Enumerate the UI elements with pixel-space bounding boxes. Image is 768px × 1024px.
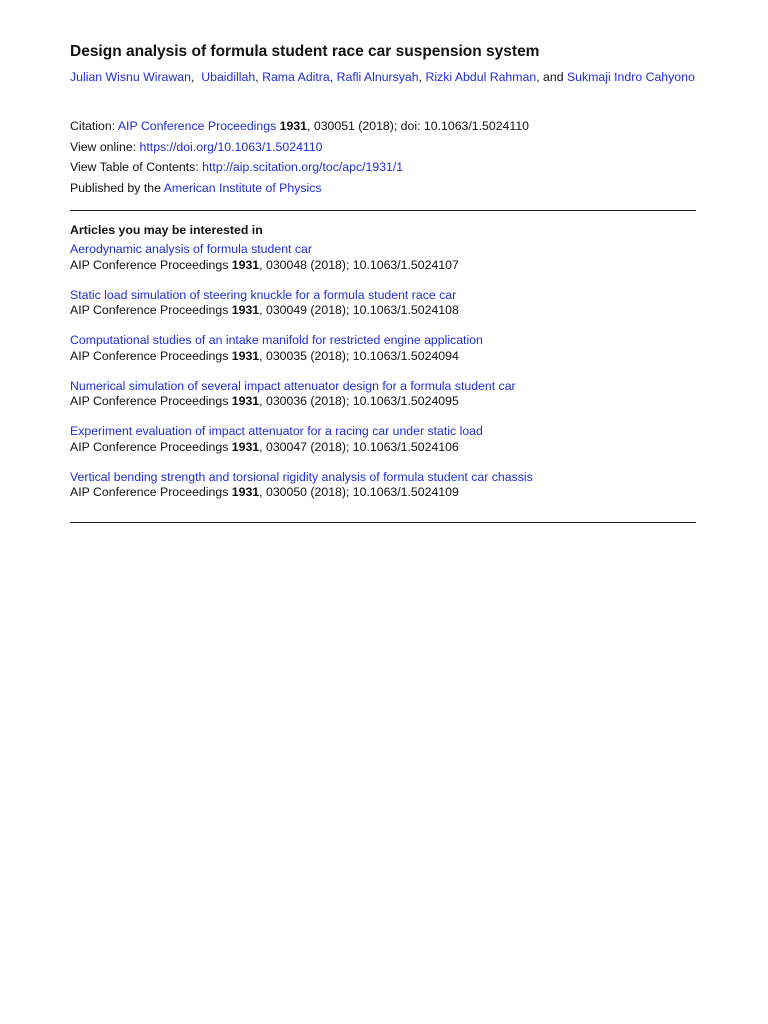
- journal-link[interactable]: AIP Conference Proceedings: [117, 119, 277, 133]
- related-article-title-link[interactable]: Aerodynamic analysis of formula student car: [70, 242, 312, 256]
- author-separator: , and: [536, 70, 567, 84]
- related-article-title-link[interactable]: Numerical simulation of several impact attenuator design for a formula student car: [70, 378, 516, 393]
- related-article-title-link[interactable]: Experiment evaluation of impact attenuator for a racing car under static load: [70, 424, 483, 438]
- reference-journal: AIP Conference Proceedings: [70, 303, 232, 317]
- related-article-title-link[interactable]: Static load simulation of steering knuckle for a formula student race car: [70, 287, 457, 302]
- reference-journal: AIP Conference Proceedings: [70, 439, 232, 454]
- paper-title: Design analysis of formula student race car suspension system: [70, 43, 540, 60]
- reference-volume: 1931: [231, 348, 260, 363]
- publisher-line: [70, 178, 696, 199]
- reference-volume: 1931: [231, 257, 260, 272]
- volume-number: 1931: [279, 119, 308, 133]
- doi-link[interactable]: https://doi.org/10.1063/1.5024110: [139, 139, 323, 154]
- reference-journal: AIP Conference Proceedings: [70, 257, 232, 272]
- reference-journal: AIP Conference Proceedings: [70, 485, 232, 499]
- citation-label: Citation:: [70, 119, 118, 133]
- reference-details: , 030036 (2018); 10.1063/1.5024095: [259, 394, 459, 408]
- related-article-reference: [70, 349, 696, 365]
- related-article-reference: [70, 485, 696, 501]
- reference-details: , 030035 (2018); 10.1063/1.5024094: [259, 348, 459, 363]
- related-article-reference: [70, 440, 696, 456]
- author-link[interactable]: Ubaidillah: [201, 70, 256, 84]
- related-articles-list: [70, 242, 696, 501]
- author-list: [70, 70, 696, 84]
- reference-journal: AIP Conference Proceedings: [70, 348, 232, 363]
- top-divider: [70, 210, 696, 211]
- publisher-label: Published by the: [70, 180, 164, 195]
- related-articles-heading: Articles you may be interested in: [70, 223, 263, 237]
- toc-label: View Table of Contents:: [70, 160, 203, 174]
- view-online-label: View online:: [70, 139, 140, 154]
- citation-block: [70, 116, 696, 198]
- view-online-line: [70, 137, 696, 158]
- toc-link[interactable]: http://aip.scitation.org/toc/apc/1931/1: [202, 160, 404, 174]
- toc-line: [70, 157, 696, 178]
- publisher-link[interactable]: American Institute of Physics: [163, 180, 322, 195]
- author-link[interactable]: Rama Aditra: [262, 70, 330, 84]
- related-article-item: [70, 379, 696, 410]
- reference-details: , 030048 (2018); 10.1063/1.5024107: [259, 257, 459, 272]
- related-article-item: [70, 333, 696, 364]
- related-article-item: [70, 424, 696, 455]
- reference-details: , 030050 (2018); 10.1063/1.5024109: [259, 485, 459, 499]
- bottom-divider: [70, 522, 696, 523]
- author-link[interactable]: Julian Wisnu Wirawan: [70, 70, 191, 84]
- reference-volume: 1931: [231, 394, 260, 408]
- related-article-title-link[interactable]: Computational studies of an intake manifold for restricted engine application: [70, 333, 483, 347]
- reference-details: , 030049 (2018); 10.1063/1.5024108: [259, 303, 459, 317]
- author-separator: ,: [190, 70, 202, 84]
- author-link[interactable]: Sukmaji Indro Cahyono: [566, 70, 695, 84]
- author-separator: ,: [418, 70, 426, 84]
- author-separator: ,: [329, 70, 337, 84]
- reference-journal: AIP Conference Proceedings: [70, 394, 232, 408]
- citation-details: , 030051 (2018); doi: 10.1063/1.5024110: [307, 119, 530, 133]
- author-link[interactable]: Rizki Abdul Rahman: [425, 70, 537, 84]
- related-article-reference: [70, 394, 696, 410]
- reference-volume: 1931: [231, 485, 260, 499]
- reference-volume: 1931: [231, 303, 260, 317]
- related-article-reference: [70, 258, 696, 274]
- reference-details: , 030047 (2018); 10.1063/1.5024106: [259, 439, 459, 454]
- citation-line: [70, 116, 696, 137]
- related-article-item: [70, 470, 696, 501]
- author-link[interactable]: Rafli Alnursyah: [336, 70, 419, 84]
- cover-sheet: [70, 42, 696, 523]
- related-article-item: [70, 242, 696, 273]
- related-article-title-link[interactable]: Vertical bending strength and torsional rigidity analysis of formula student car chassis: [70, 469, 533, 484]
- author-separator: ,: [255, 70, 263, 84]
- reference-volume: 1931: [231, 439, 260, 454]
- related-article-reference: [70, 303, 696, 319]
- related-article-item: [70, 288, 696, 319]
